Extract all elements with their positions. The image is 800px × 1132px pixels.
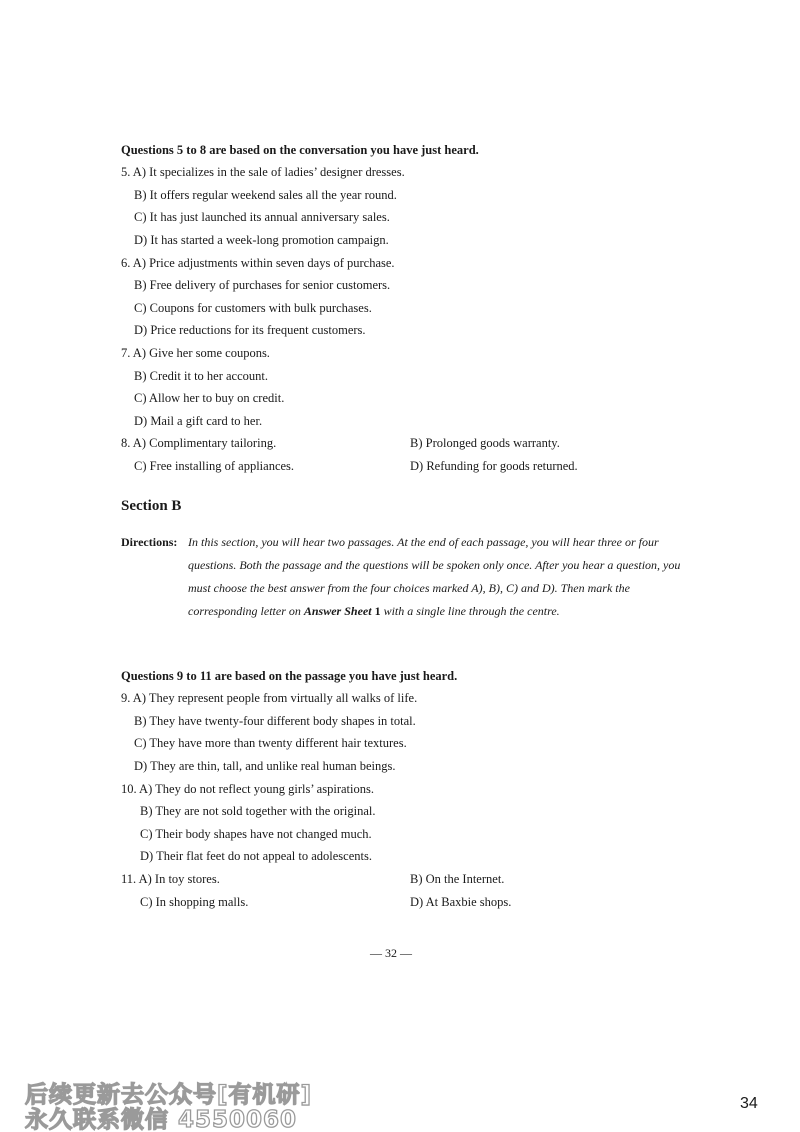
q6-option-d: D) Price reductions for its frequent customers. (134, 323, 366, 337)
q8-option-c: C) Free installing of appliances. (134, 459, 295, 473)
q11-option-b: B) On the Internet. (410, 872, 505, 886)
q6-option-c: C) Coupons for customers with bulk purchases. (134, 301, 372, 315)
q5-option-d: D) It has started a week-long promotion campaign. (134, 233, 389, 247)
q8-option-a: 8. A) Complimentary tailoring. (121, 436, 277, 450)
q11-option-d: D) At Baxbie shops. (410, 895, 512, 909)
q9-option-d: D) They are thin, tall, and unlike real human beings. (134, 759, 396, 773)
q11-option-a: 11. A) In toy stores. (121, 872, 220, 886)
directions-text-part2: with a single line through the centre. (380, 604, 560, 618)
q9-option-b: B) They have twenty-four different body shapes in total. (134, 714, 416, 728)
q8-option-d: D) Refunding for goods returned. (410, 459, 578, 473)
directions-text-part1: In this section, you will hear two passages. At the end of each passage, you will hear three or four questions. Both the passage and the questions will be spoken only once. After you hear a question, you must choose the best answer from the four choices marked A), B), C) and D). Then mark the corresponding letter on (188, 535, 681, 618)
q7-option-a: 7. A) Give her some coupons. (121, 346, 270, 360)
q5-option-c: C) It has just launched its annual anniversary sales. (134, 210, 390, 224)
directions-block (121, 531, 681, 623)
questions-5-8-heading: Questions 5 to 8 are based on the conversation you have just heard. (121, 143, 479, 157)
q5-option-b: B) It offers regular weekend sales all the year round. (134, 188, 397, 202)
q9-option-c: C) They have more than twenty different hair textures. (134, 736, 407, 750)
answer-sheet-number: 1 (371, 604, 381, 618)
q11-option-c: C) In shopping malls. (140, 895, 249, 909)
answer-sheet-label: Answer Sheet (303, 604, 372, 618)
q8-option-b: B) Prolonged goods warranty. (410, 436, 560, 450)
q10-option-a: 10. A) They do not reflect young girls’ aspirations. (121, 782, 374, 796)
questions-9-11-heading: Questions 9 to 11 are based on the passage you have just heard. (121, 669, 458, 683)
page-number: — 32 — (370, 946, 412, 960)
q5-option-a: 5. A) It specializes in the sale of ladies’ designer dresses. (121, 165, 405, 179)
directions-text (121, 531, 681, 623)
q6-option-b: B) Free delivery of purchases for senior customers. (134, 278, 391, 292)
section-b-title: Section B (121, 498, 182, 514)
q6-option-a: 6. A) Price adjustments within seven days of purchase. (121, 256, 395, 270)
q9-option-a: 9. A) They represent people from virtually all walks of life. (121, 691, 418, 705)
watermark-line-1: 后续更新去公众号[有机研] (25, 1082, 313, 1108)
watermark-line-2: 永久联系微信 4550060 (25, 1107, 298, 1132)
q7-option-b: B) Credit it to her account. (134, 369, 268, 383)
q7-option-d: D) Mail a gift card to her. (134, 414, 263, 428)
corner-page-number: 34 (740, 1095, 758, 1112)
q10-option-b: B) They are not sold together with the original. (140, 804, 376, 818)
directions-label: Directions: (121, 535, 178, 549)
q7-option-c: C) Allow her to buy on credit. (134, 391, 285, 405)
q10-option-c: C) Their body shapes have not changed much. (140, 827, 372, 841)
q10-option-d: D) Their flat feet do not appeal to adolescents. (140, 849, 372, 863)
